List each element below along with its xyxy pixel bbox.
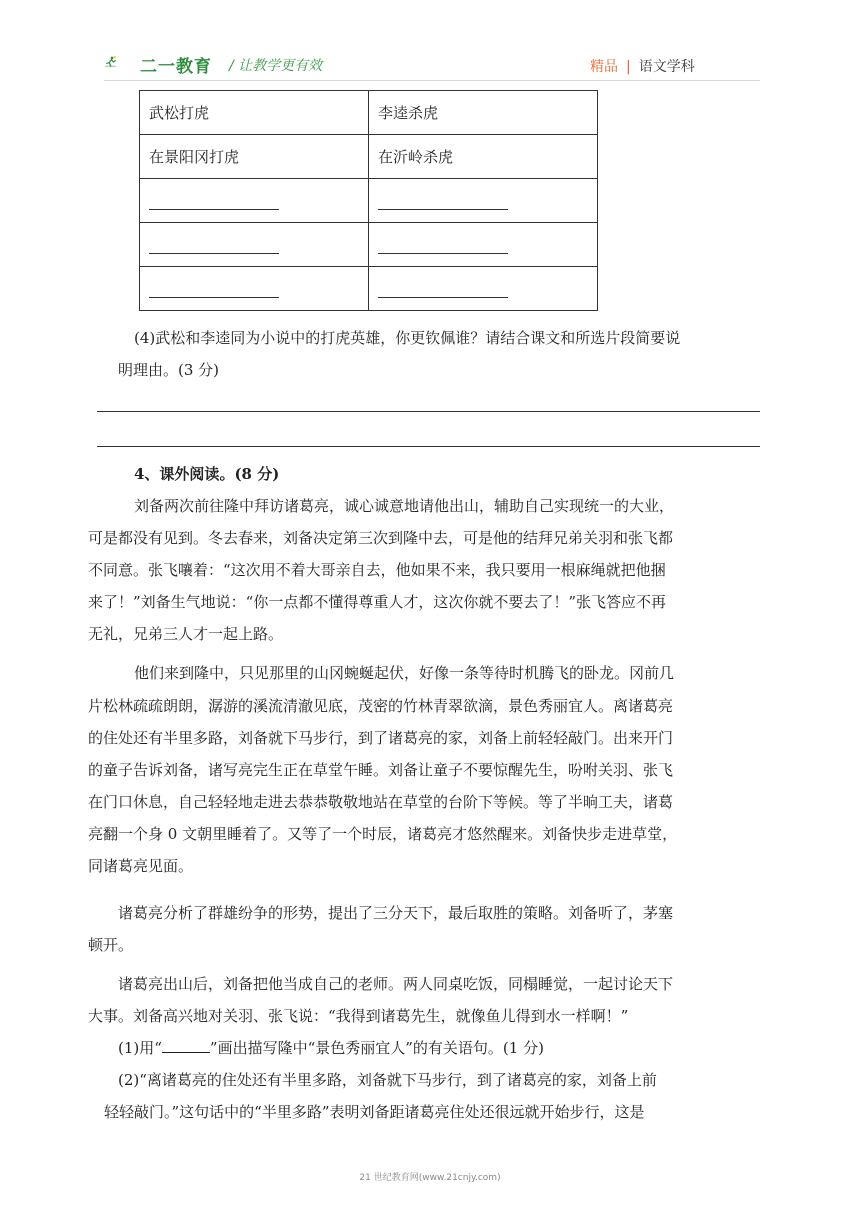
table-row	[140, 267, 598, 311]
header-subject-label	[590, 56, 695, 76]
question-1	[118, 1032, 544, 1064]
blank-cell[interactable]	[369, 267, 598, 311]
table-cell: 李逵杀虎	[369, 91, 598, 135]
question-2-line-1: (2)“离诸葛亮的住处还有半里多路，刘备就下马步行，到了诸葛亮的家，刘备上前	[118, 1071, 657, 1089]
passage-line: 来了！”刘备生气地说：“你一点都不懂得尊重人才，这次你就不要去了！”张飞答应不再	[88, 593, 667, 611]
table-row	[140, 223, 598, 267]
answer-line[interactable]	[97, 446, 760, 447]
table-cell: 武松打虎	[140, 91, 369, 135]
subject-label: 语文学科	[638, 59, 695, 75]
fill-blank[interactable]	[378, 239, 508, 254]
running-man-logo-icon	[104, 44, 144, 80]
passage-line: 顿开。	[88, 936, 134, 954]
question-1-suffix: ”画出描写隆中“景色秀丽宜人”的有关语句。(1 分)	[209, 1039, 544, 1057]
fill-blank[interactable]	[149, 283, 279, 298]
passage-line: 不同意。张飞嚷着：“这次用不着大哥亲自去，他如果不来，我只要用一根麻绳就把他捆	[88, 561, 666, 579]
underline-mark-sample	[162, 1040, 210, 1053]
passage-line: 他们来到隆中，只见那里的山冈蜿蜒起伏，好像一条等待时机腾飞的卧龙。冈前几	[134, 664, 675, 682]
fill-blank[interactable]	[149, 239, 279, 254]
table-cell: 在沂岭杀虎	[369, 135, 598, 179]
passage-line: 无礼，兄弟三人才一起上路。	[88, 625, 284, 643]
page-footer: 21 世纪教育网(www.21cnjy.com)	[359, 1173, 501, 1183]
question-2-line-2: 轻轻敲门。”这句话中的“半里多路”表明刘备距诸葛亮住处还很远就开始步行，这是	[104, 1103, 645, 1121]
question-4-line-1: (4)武松和李逵同为小说中的打虎英雄，你更钦佩谁？请结合课文和所选片段简要说	[134, 329, 681, 347]
table-row	[140, 135, 598, 179]
header-separator: |	[626, 59, 631, 75]
fill-blank[interactable]	[378, 283, 508, 298]
passage-line: 诸葛亮分析了群雄纷争的形势，提出了三分天下，最后取胜的策略。刘备听了，茅塞	[118, 904, 674, 922]
header-divider	[104, 80, 760, 81]
blank-cell[interactable]	[140, 267, 369, 311]
passage-line: 诸葛亮出山后，刘备把他当成自己的老师。两人同桌吃饭，同榻睡觉，一起讨论天下	[118, 975, 674, 993]
section-title: 4、课外阅读。(8 分)	[134, 465, 280, 483]
question-1-prefix: (1)用“	[118, 1039, 162, 1057]
table-row	[140, 91, 598, 135]
passage-line: 在门口休息，自己轻轻地走进去恭恭敬敬地站在草堂的台阶下等候。等了半晌工夫，诸葛	[88, 793, 674, 811]
fill-blank[interactable]	[378, 195, 508, 210]
blank-cell[interactable]	[369, 223, 598, 267]
table-cell: 在景阳冈打虎	[140, 135, 369, 179]
blank-cell[interactable]	[140, 223, 369, 267]
badge-jingpin: 精品	[590, 59, 618, 75]
logo-text: 二一教育	[140, 57, 212, 77]
passage-line: 同诸葛亮见面。	[88, 857, 194, 875]
passage-line: 可是都没有见到。冬去春来，刘备决定第三次到隆中去，可是他的结拜兄弟关羽和张飞都	[88, 529, 674, 547]
table-row	[140, 179, 598, 223]
fill-blank[interactable]	[149, 195, 279, 210]
blank-cell[interactable]	[140, 179, 369, 223]
passage-line: 片松林疏疏朗朗，潺游的溪流清澈见底，茂密的竹林青翠欲滴，景色秀丽宜人。离诸葛亮	[88, 697, 674, 715]
answer-line[interactable]	[97, 411, 760, 412]
comparison-table	[139, 90, 598, 311]
passage-line: 的住处还有半里多路，刘备就下马步行，到了诸葛亮的家，刘备上前轻轻敲门。出来开门	[88, 729, 674, 747]
passage-line: 亮翻一个身 0 文朝里睡着了。又等了一个时辰，诸葛亮才悠然醒来。刘备快步走进草堂，	[88, 825, 678, 843]
question-4-line-2: 明理由。(3 分)	[118, 361, 220, 379]
passage-line: 的童子告诉刘备，诸写亮完生正在草堂午睡。刘备让童子不要惊醒先生，吩咐关羽、张飞	[88, 761, 674, 779]
slogan: / 让教学更有效	[229, 58, 323, 74]
passage-line: 大事。刘备高兴地对关羽、张飞说：“我得到诸葛先生，就像鱼儿得到水一样啊！”	[88, 1007, 629, 1025]
page-header	[0, 0, 860, 80]
passage-line: 刘备两次前往隆中拜访诸葛亮，诚心诚意地请他出山，辅助自己实现统一的大业，	[134, 497, 675, 515]
blank-cell[interactable]	[369, 179, 598, 223]
